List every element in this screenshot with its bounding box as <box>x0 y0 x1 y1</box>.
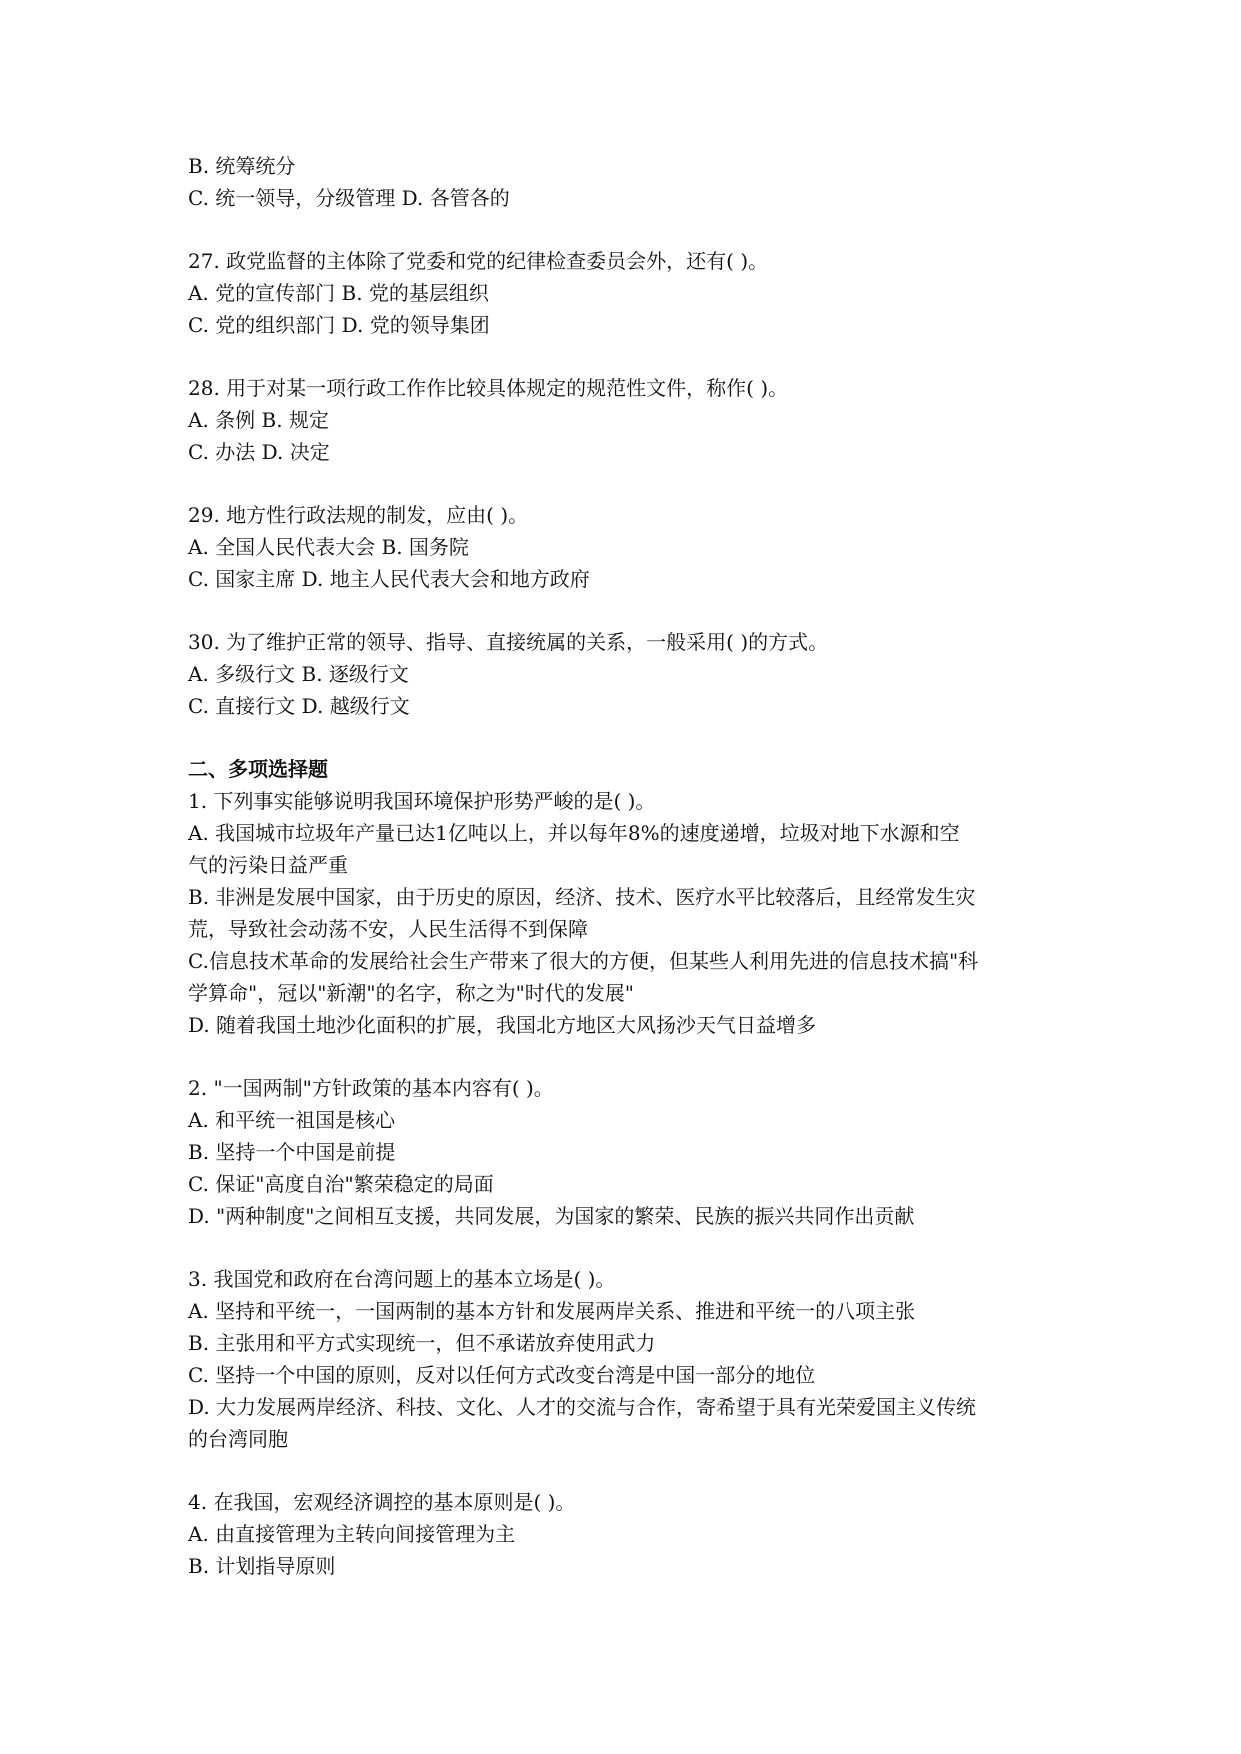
document-page <box>188 150 1068 1582</box>
section-heading: 二、多项选择题 <box>188 757 328 781</box>
question-30: 30. 为了维护正常的领导、指导、直接统属的关系，一般采用( )的方式。 <box>188 630 829 654</box>
option-line: B. 主张用和平方式实现统一，但不承诺放弃使用武力 <box>188 1331 656 1355</box>
option-line-cont: 荒，导致社会动荡不安，人民生活得不到保障 <box>188 917 588 941</box>
option-line: B. 非洲是发展中国家，由于历史的原因，经济、技术、医疗水平比较落后，且经常发生灾 <box>188 885 976 909</box>
option-line-cont: 的台湾同胞 <box>188 1427 288 1451</box>
option-line: C. 统一领导，分级管理 D. 各管各的 <box>188 186 510 210</box>
option-line: B. 计划指导原则 <box>188 1554 336 1578</box>
option-line: A. 多级行文 B. 逐级行文 <box>188 662 409 686</box>
option-line: D. 大力发展两岸经济、科技、文化、人才的交流与合作，寄希望于具有光荣爱国主义传统 <box>188 1395 977 1419</box>
option-line-cont: 学算命"，冠以"新潮"的名字，称之为"时代的发展" <box>188 981 634 1005</box>
option-line: A. 坚持和平统一，一国两制的基本方针和发展两岸关系、推进和平统一的八项主张 <box>188 1299 916 1323</box>
option-line: C. 国家主席 D. 地主人民代表大会和地方政府 <box>188 567 590 591</box>
option-line: D. 随着我国土地沙化面积的扩展，我国北方地区大风扬沙天气日益增多 <box>188 1013 817 1037</box>
option-line: C. 党的组织部门 D. 党的领导集团 <box>188 313 490 337</box>
option-line: D. "两种制度"之间相互支援，共同发展，为国家的繁荣、民族的振兴共同作出贡献 <box>188 1204 915 1228</box>
mc-question-1: 1. 下列事实能够说明我国环境保护形势严峻的是( )。 <box>188 789 656 813</box>
spacer <box>188 341 1068 372</box>
spacer <box>188 722 1068 753</box>
spacer <box>188 1041 1068 1072</box>
option-line: A. 我国城市垃圾年产量已达1亿吨以上，并以每年8%的速度递增，垃圾对地下水源和空 <box>188 821 960 845</box>
option-line: C. 直接行文 D. 越级行文 <box>188 694 410 718</box>
spacer <box>188 468 1068 499</box>
mc-question-3: 3. 我国党和政府在台湾问题上的基本立场是( )。 <box>188 1267 616 1291</box>
question-29: 29. 地方性行政法规的制发，应由( )。 <box>188 503 529 527</box>
option-line: B. 统筹统分 <box>188 154 296 178</box>
mc-question-4: 4. 在我国，宏观经济调控的基本原则是( )。 <box>188 1490 576 1514</box>
option-line: B. 坚持一个中国是前提 <box>188 1140 396 1164</box>
option-line: C. 办法 D. 决定 <box>188 440 330 464</box>
option-line: A. 和平统一祖国是核心 <box>188 1108 396 1132</box>
option-line: A. 由直接管理为主转向间接管理为主 <box>188 1522 516 1546</box>
option-line: A. 条例 B. 规定 <box>188 408 329 432</box>
mc-question-2: 2. "一国两制"方针政策的基本内容有( )。 <box>188 1076 554 1100</box>
option-line: C. 坚持一个中国的原则，反对以任何方式改变台湾是中国一部分的地位 <box>188 1363 816 1387</box>
option-line: C.信息技术革命的发展给社会生产带来了很大的方便，但某些人利用先进的信息技术搞"科 <box>188 949 979 973</box>
question-28: 28. 用于对某一项行政工作作比较具体规定的规范性文件，称作( )。 <box>188 376 789 400</box>
question-27: 27. 政党监督的主体除了党委和党的纪律检查委员会外，还有( )。 <box>188 249 769 273</box>
option-line: A. 党的宣传部门 B. 党的基层组织 <box>188 281 489 305</box>
option-line: A. 全国人民代表大会 B. 国务院 <box>188 535 469 559</box>
option-line: C. 保证"高度自治"繁荣稳定的局面 <box>188 1172 494 1196</box>
spacer <box>188 1232 1068 1263</box>
spacer <box>188 214 1068 245</box>
spacer <box>188 1455 1068 1486</box>
spacer <box>188 595 1068 626</box>
option-line-cont: 气的污染日益严重 <box>188 853 348 877</box>
